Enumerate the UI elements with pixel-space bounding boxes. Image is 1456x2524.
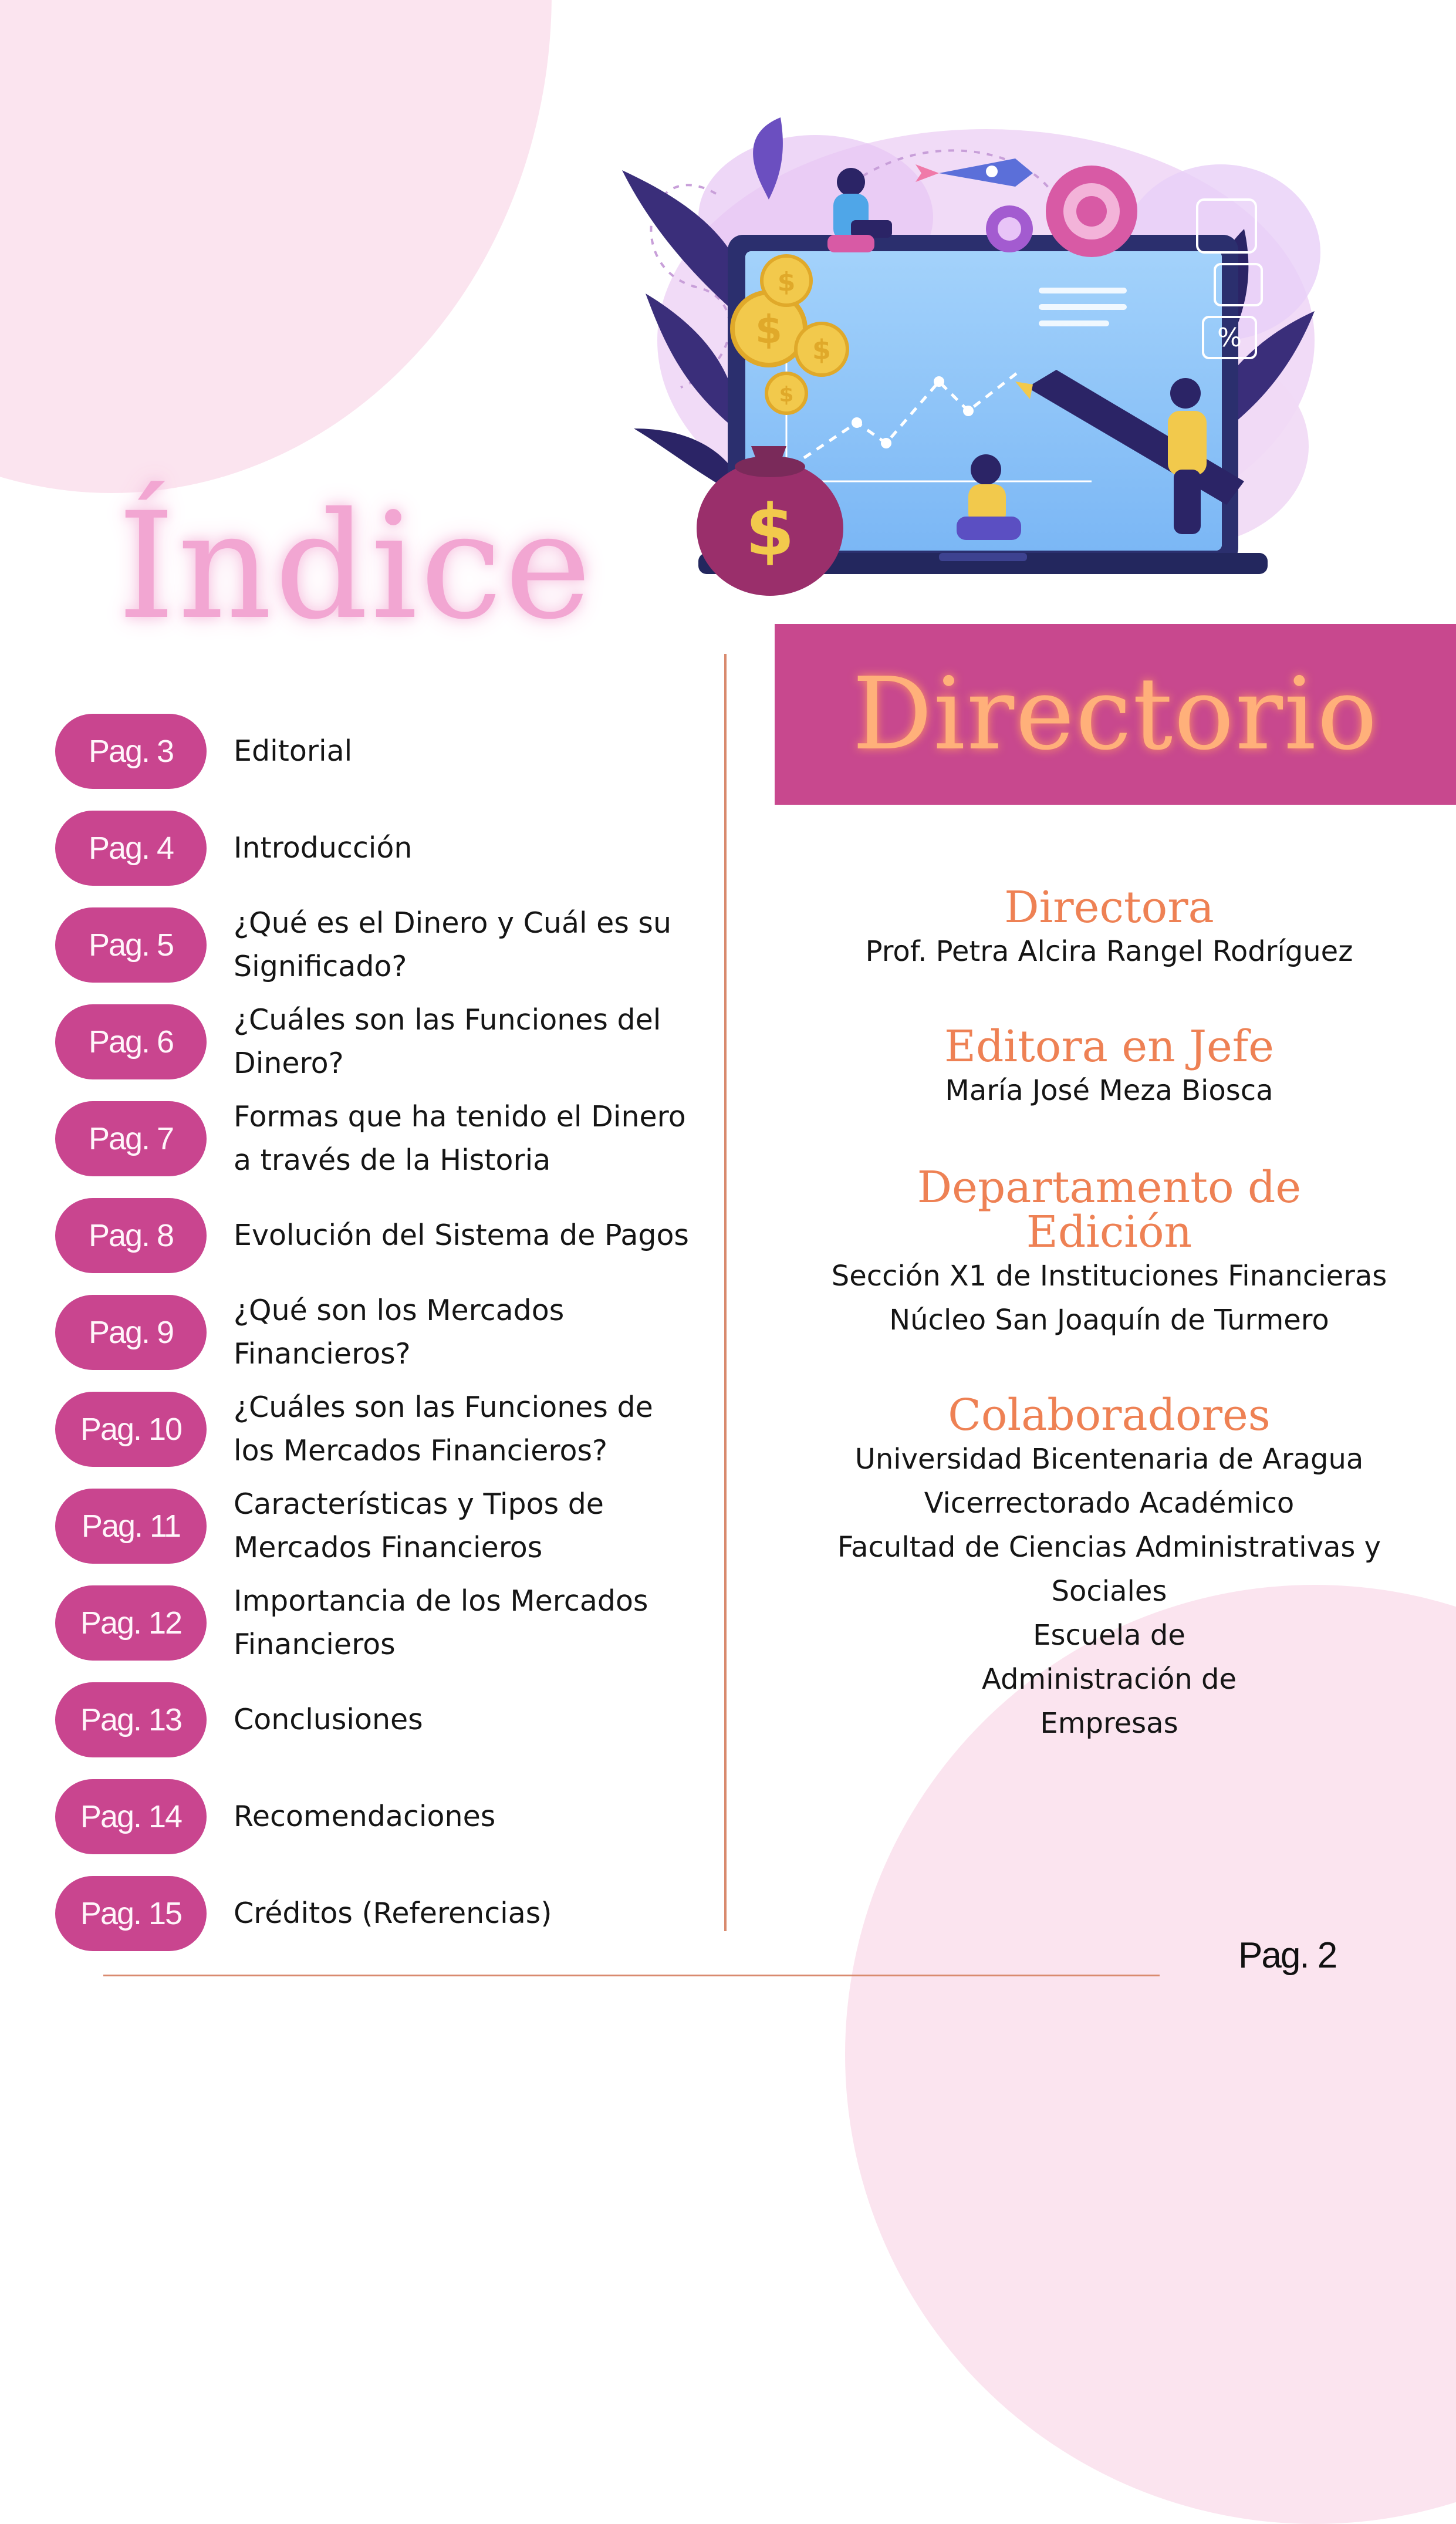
- toc-item[interactable]: [55, 1295, 689, 1370]
- directorio-title: Directorio: [852, 656, 1379, 772]
- page-number: Pag. 2: [1238, 1935, 1337, 1976]
- toc-item-title: ¿Qué es el Dinero y Cuál es su Significado?: [234, 906, 672, 983]
- vertical-divider: [724, 654, 727, 1931]
- toc-item[interactable]: [55, 811, 689, 886]
- section-line: Prof. Petra Alcira Rangel Rodríguez: [865, 935, 1353, 968]
- page-badge: Pag. 13: [55, 1682, 207, 1757]
- page-badge: Pag. 12: [55, 1585, 207, 1661]
- section-line: María José Meza Biosca: [945, 1074, 1273, 1107]
- toc-item[interactable]: [55, 1876, 689, 1951]
- toc-item[interactable]: [55, 1682, 689, 1757]
- page-badge: Pag. 11: [55, 1489, 207, 1564]
- toc-item[interactable]: [55, 1585, 689, 1661]
- directorio-section-departamento: [798, 1162, 1420, 1342]
- toc-item[interactable]: [55, 714, 689, 789]
- page-badge: Pag. 4: [55, 811, 207, 886]
- page-badge: Pag. 15: [55, 1876, 207, 1951]
- directorio-banner: [775, 624, 1456, 805]
- toc-item-title: ¿Cuáles son las Funciones de los Mercados Financieros?: [234, 1391, 653, 1467]
- directorio-section-colaboradores: [798, 1390, 1420, 1746]
- toc-item-title: Recomendaciones: [234, 1800, 496, 1833]
- toc-item-title: Introducción: [234, 831, 413, 865]
- finance-illustration: [610, 117, 1332, 599]
- page-badge: Pag. 10: [55, 1392, 207, 1467]
- section-heading: Departamento de Edición: [917, 1162, 1302, 1257]
- page-badge: Pag. 8: [55, 1198, 207, 1273]
- section-line: Universidad Bicentenaria de Aragua: [854, 1443, 1364, 1476]
- toc-item-title: Editorial: [234, 734, 353, 768]
- toc-item[interactable]: [55, 1004, 689, 1079]
- background-blob-top-left: [0, 0, 552, 493]
- toc-item-title: Créditos (Referencias): [234, 1897, 552, 1930]
- toc-item-title: Formas que ha tenido el Dinero a través de la Historia: [234, 1100, 686, 1177]
- page-badge: Pag. 6: [55, 1004, 207, 1079]
- toc-item-title: Importancia de los Mercados Financieros: [234, 1584, 648, 1661]
- toc-item[interactable]: [55, 1779, 689, 1854]
- directorio-section-editora: [798, 1021, 1420, 1113]
- svg-text:$: $: [777, 267, 796, 297]
- section-heading: Directora: [1004, 882, 1214, 933]
- svg-text:$: $: [755, 307, 782, 352]
- svg-text:$: $: [812, 334, 832, 366]
- footer-divider: [103, 1975, 1160, 1976]
- toc-item-title: ¿Cuáles son las Funciones del Dinero?: [234, 1003, 661, 1080]
- indice-title: Índice: [117, 481, 594, 652]
- section-line: Sección X1 de Instituciones Financieras: [831, 1260, 1387, 1293]
- section-line: Vicerrectorado Académico: [924, 1487, 1295, 1520]
- toc-item-title: Evolución del Sistema de Pagos: [234, 1219, 689, 1252]
- toc-item[interactable]: [55, 907, 689, 983]
- page-badge: Pag. 9: [55, 1295, 207, 1370]
- section-heading: Colaboradores: [948, 1390, 1271, 1440]
- directorio-section-directora: [798, 882, 1420, 974]
- toc-item[interactable]: [55, 1392, 689, 1467]
- svg-text:$: $: [745, 490, 795, 572]
- percent-symbol: %: [1217, 323, 1242, 353]
- toc-item[interactable]: [55, 1198, 689, 1273]
- page-badge: Pag. 14: [55, 1779, 207, 1854]
- toc-item[interactable]: [55, 1101, 689, 1176]
- toc-item-title: Características y Tipos de Mercados Financieros: [234, 1487, 604, 1564]
- section-heading: Editora en Jefe: [944, 1021, 1274, 1072]
- page-badge: Pag. 7: [55, 1101, 207, 1176]
- toc-item-title: Conclusiones: [234, 1703, 423, 1736]
- page-badge: Pag. 3: [55, 714, 207, 789]
- svg-text:$: $: [779, 383, 794, 407]
- section-line: Núcleo San Joaquín de Turmero: [889, 1304, 1329, 1337]
- toc-item-title: ¿Qué son los Mercados Financieros?: [234, 1294, 565, 1371]
- toc-item[interactable]: [55, 1489, 689, 1564]
- section-line: Escuela de Administración de Empresas: [981, 1619, 1237, 1740]
- page-badge: Pag. 5: [55, 907, 207, 983]
- section-line: Facultad de Ciencias Administrativas y Sociales: [837, 1531, 1381, 1608]
